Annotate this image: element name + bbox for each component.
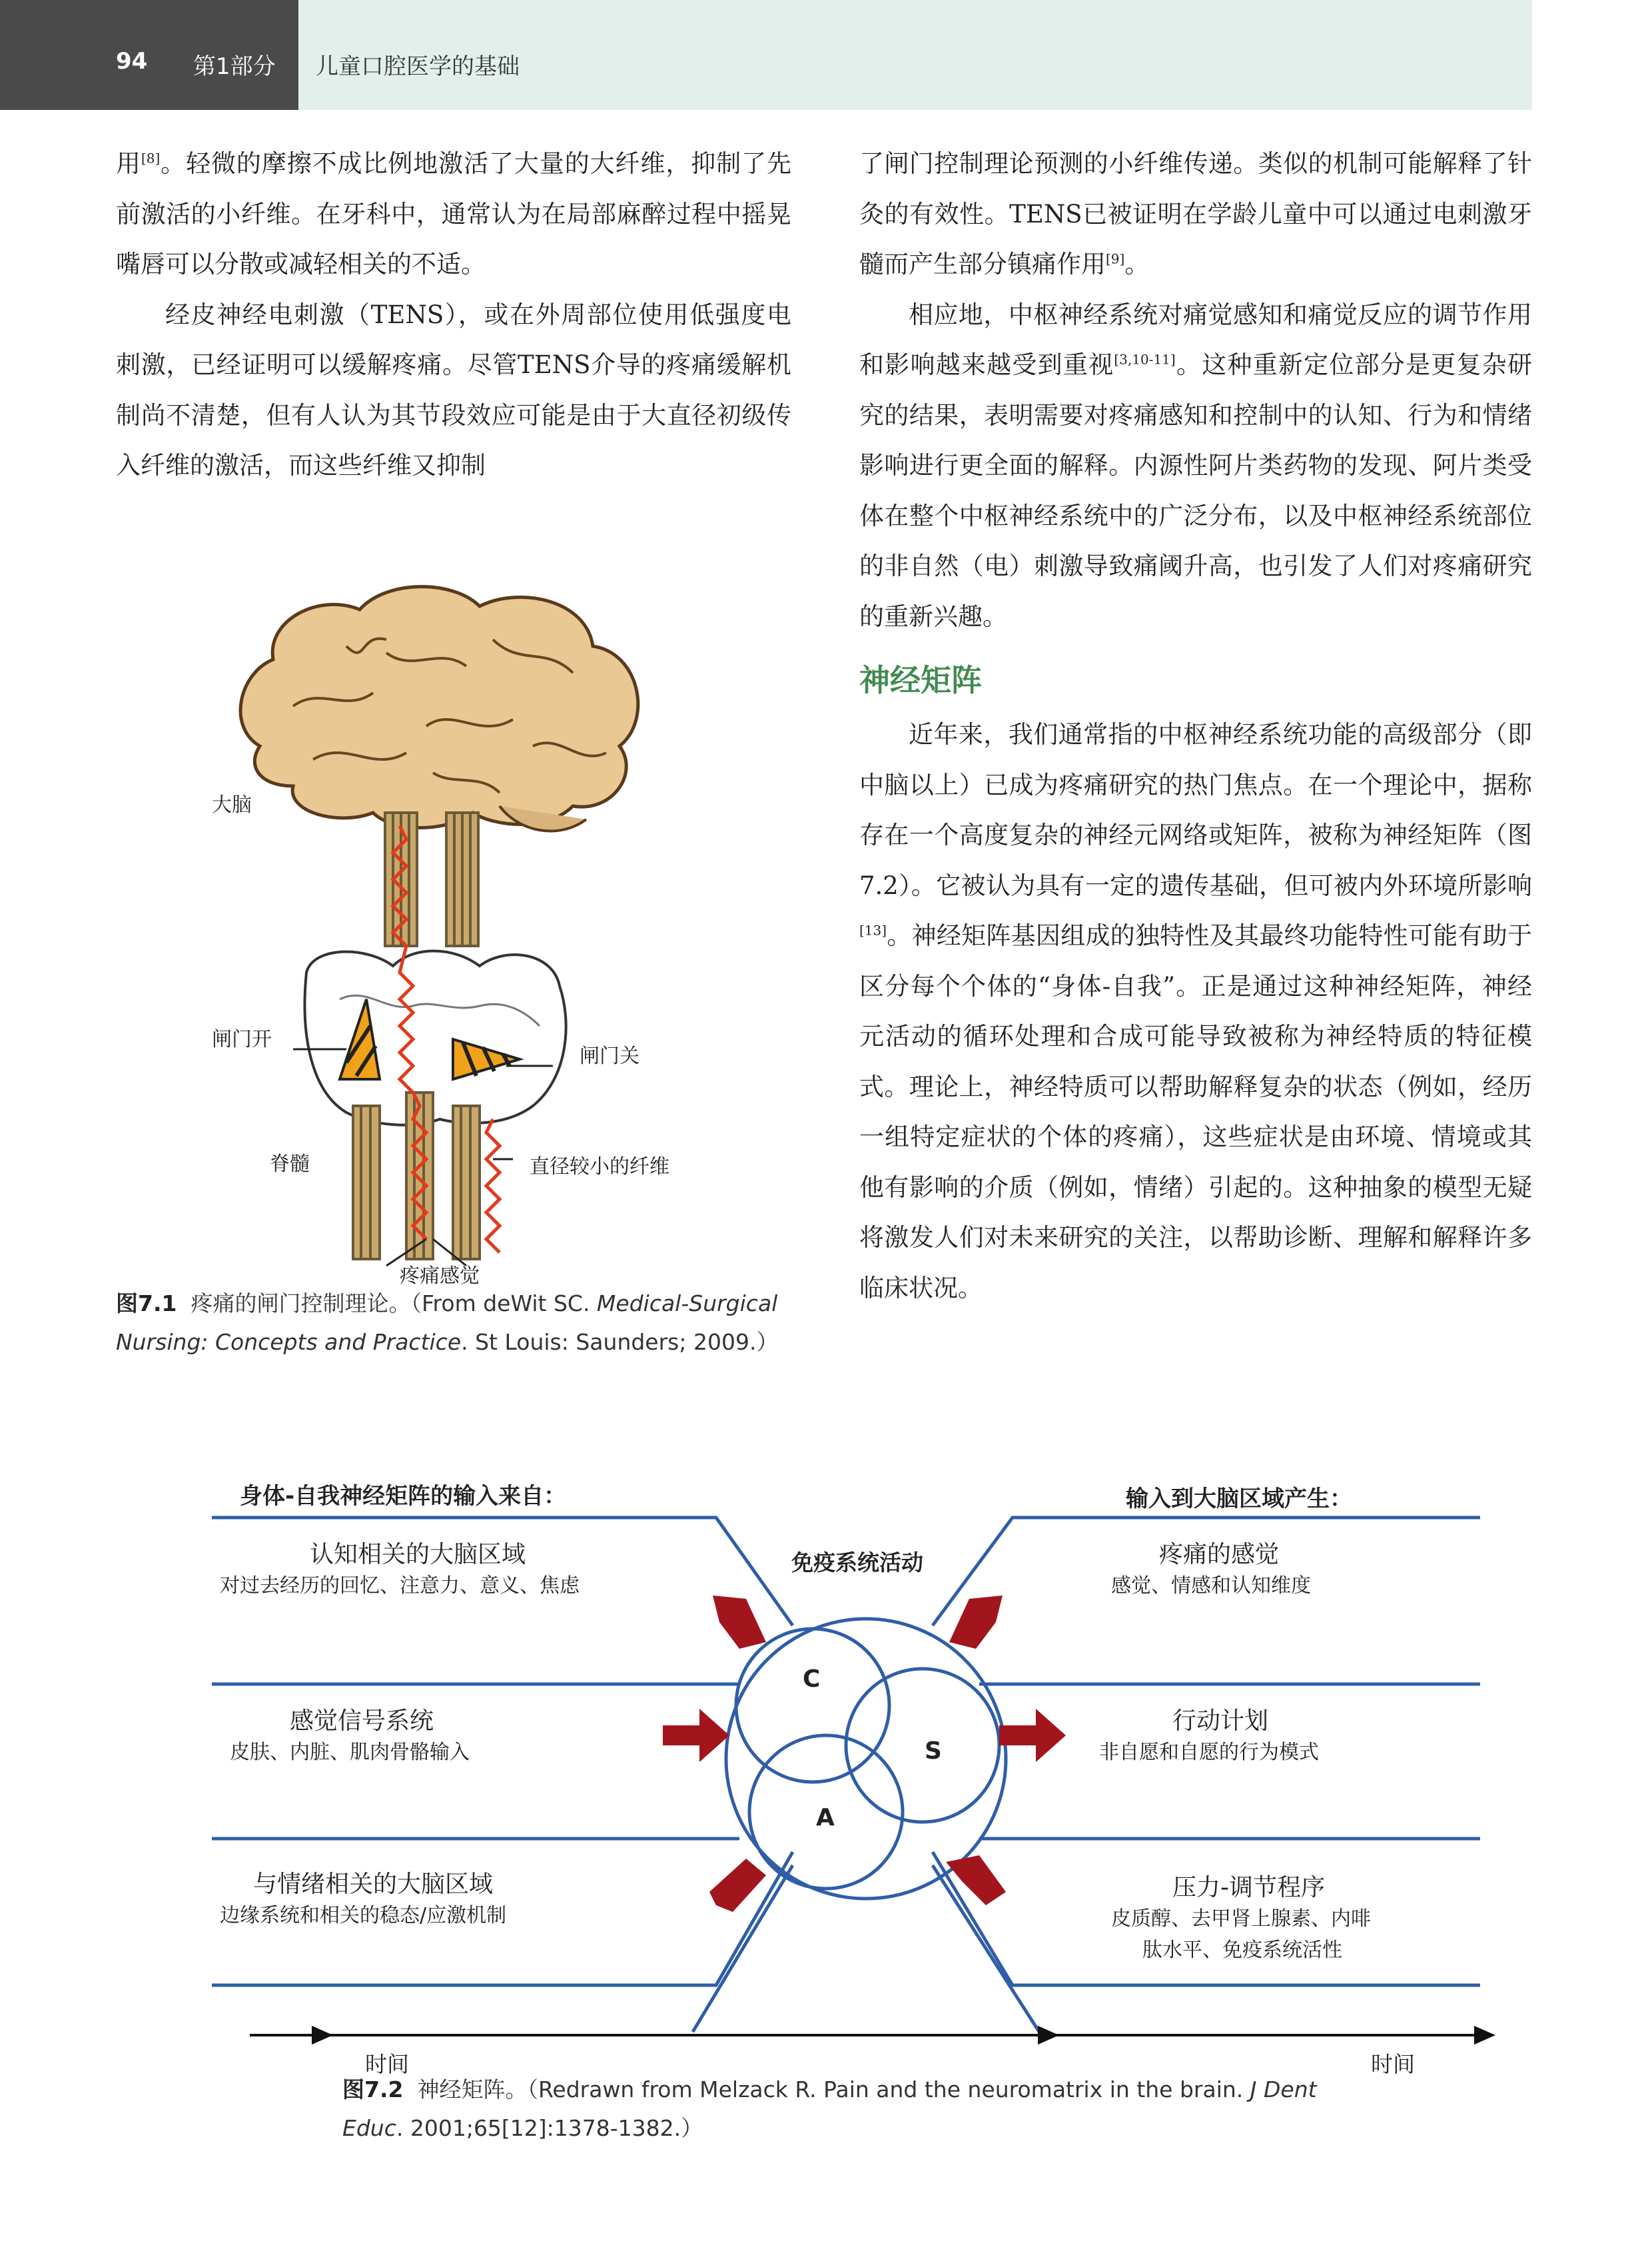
output-3-sub: 皮质醇、去甲肾上腺素、内啡 xyxy=(1111,1907,1371,1931)
right-paragraph-1: 了闸门控制理论预测的小纤维传递。类似的机制可能解释了针灸的有效性。TENS已被证明在学龄儿童中可以通过电刺激牙髓而产生部分镇痛作用[9]。 xyxy=(859,149,1532,278)
left-paragraph-1: 用[8]。轻微的摩擦不成比例地激活了大量的大纤维，抑制了先前激活的小纤维。在牙科中，通常认为在局部麻醉过程中摇晃嘴唇可以分散或减轻相关的不适。 xyxy=(116,149,792,278)
output-2-sub: 非自愿和自愿的行为模式 xyxy=(1099,1741,1319,1764)
input-3-sub: 边缘系统和相关的稳态/应激机制 xyxy=(220,1904,507,1927)
section-heading: 神经矩阵 xyxy=(859,662,982,698)
circle-label-s: S xyxy=(925,1737,942,1765)
input-1-sub: 对过去经历的回忆、注意力、意义、焦虑 xyxy=(220,1574,580,1597)
label-small-fiber: 直径较小的纤维 xyxy=(530,1155,669,1178)
running-title: 儿童口腔医学的基础 xyxy=(316,53,520,80)
neuromatrix-right-heading: 输入到大脑区域产生： xyxy=(1126,1486,1352,1512)
time-label-left: 时间 xyxy=(365,2051,409,2077)
right-paragraph-2: 相应地，中枢神经系统对痛觉感知和痛觉反应的调节作用和影响越来越受到重视[3,10-11]。这种重新定位部分是更复杂研究的结果，表明需要对疼痛感知和控制中的认知、行为和情绪影响进行更全面的解释。内源性阿片类药物的发现、阿片类受体在整个中枢神经系统中的广泛分布，以及中枢神经系统部位的非自然（电）刺激导致痛阈升高，也引发了人们对疼痛研究的重新兴趣。 xyxy=(859,300,1533,631)
right-paragraph-3: 近年来，我们通常指的中枢神经系统功能的高级部分（即中脑以上）已成为疼痛研究的热门焦点。在一个理论中，据称存在一个高度复杂的神经元网络或矩阵，被称为神经矩阵（图7.2）。它被认为具有一定的遗传基础，但可被内外环境所影响[13]。神经矩阵基因组成的独特性及其最终功能特性可能有助于区分每个个体的“身体-自我”。正是通过这种神经矩阵，神经元活动的循环处理和合成可能导致被称为神经特质的特征模式。理论上，神经特质可以帮助解释复杂的状态（例如，经历一组特定症状的个体的疼痛），这些症状是由环境、情境或其他有影响的介质（例如，情绪）引起的。这种抽象的模型无疑将激发人们对未来研究的关注，以帮助诊断、理解和解释许多临床状况。 xyxy=(859,720,1532,1302)
label-gate-closed: 闸门关 xyxy=(580,1045,639,1068)
input-3-title: 与情绪相关的大脑区域 xyxy=(253,1871,494,1898)
time-axis xyxy=(250,2028,1492,2042)
page-number: 94 xyxy=(116,48,148,75)
output-1-sub: 感觉、情感和认知维度 xyxy=(1111,1574,1311,1597)
output-1-title: 疼痛的感觉 xyxy=(1159,1541,1280,1568)
input-2-sub: 皮肤、内脏、肌肉骨骼输入 xyxy=(230,1741,470,1764)
label-pain-sensation: 疼痛感觉 xyxy=(400,1264,480,1288)
label-gate-open: 闸门开 xyxy=(212,1028,272,1051)
output-2-title: 行动计划 xyxy=(1172,1707,1269,1735)
figure2-caption: 图7.2 神经矩阵。（Redrawn from Melzack R. Pain and the neuromatrix in the brain. J Dent Educ. 2001;65[12]:1378-1382.） xyxy=(342,2076,1317,2141)
circle-label-c: C xyxy=(803,1665,821,1693)
part-label: 第1部分 xyxy=(193,53,276,80)
input-2-title: 感觉信号系统 xyxy=(290,1707,434,1735)
output-3-sub2: 肽水平、免疫系统活性 xyxy=(1142,1939,1342,1962)
label-spinal-cord: 脊髓 xyxy=(270,1152,310,1176)
label-brain: 大脑 xyxy=(212,793,252,817)
time-label-right: 时间 xyxy=(1371,2051,1415,2077)
immune-activity-label: 免疫系统活动 xyxy=(791,1550,923,1576)
output-3-title: 压力-调节程序 xyxy=(1172,1874,1325,1901)
left-paragraph-2: 经皮神经电刺激（TENS），或在外周部位使用低强度电刺激，已经证明可以缓解疼痛。尽管TENS介导的疼痛缓解机制尚不清楚，但有人认为其节段效应可能是由于大直径初级传入纤维的激活，而这些纤维又抑制 xyxy=(116,300,791,480)
figure1-caption: 图7.1 疼痛的闸门控制理论。（From deWit SC. Medical-Surgical Nursing: Concepts and Practice. St Louis: Saunders; 2009.） xyxy=(116,1290,779,1355)
circle-label-a: A xyxy=(816,1804,835,1831)
input-1-title: 认知相关的大脑区域 xyxy=(310,1541,526,1568)
neuromatrix-left-heading: 身体-自我神经矩阵的输入来自： xyxy=(240,1483,567,1510)
